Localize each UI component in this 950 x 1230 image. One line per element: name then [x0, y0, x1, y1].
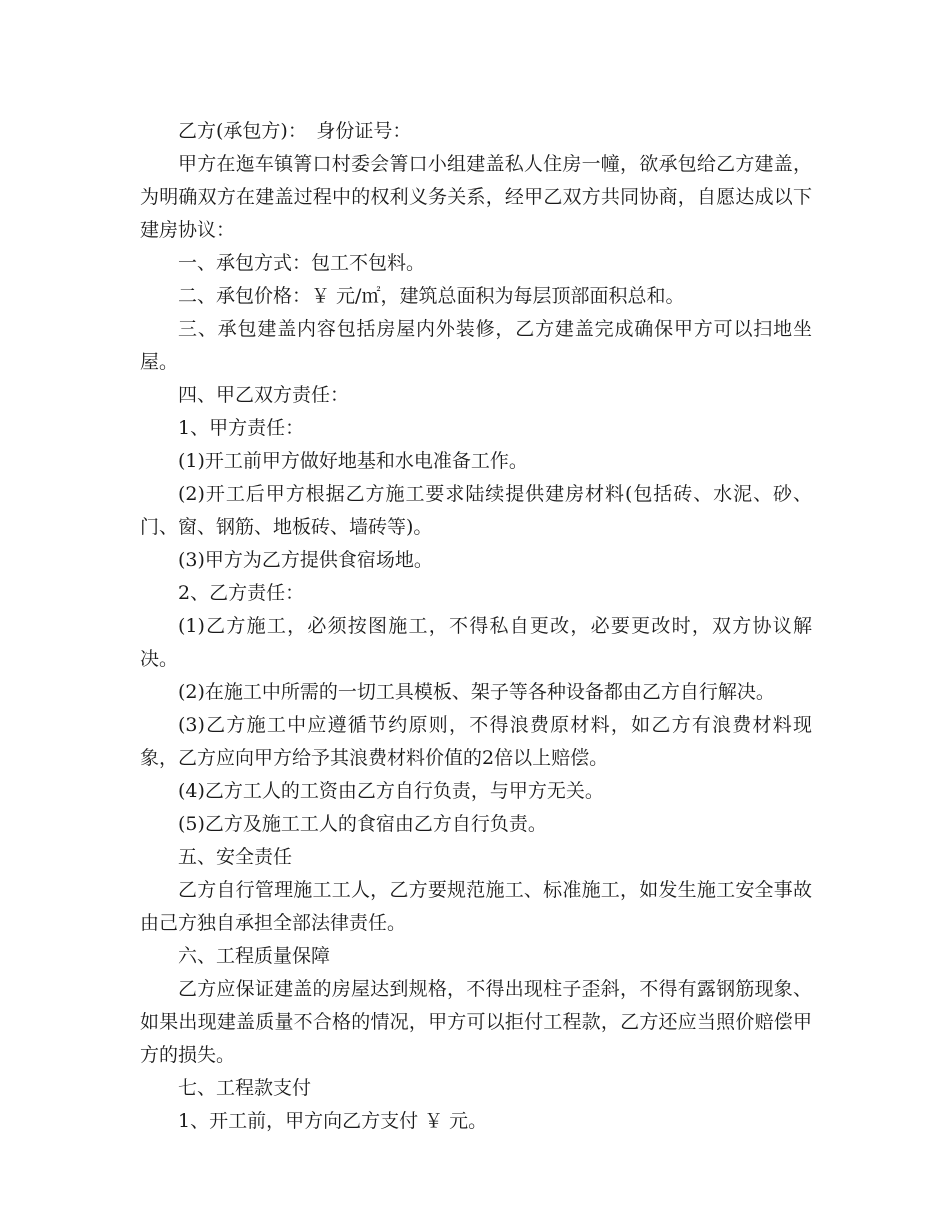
clause-7-item-1: 1、开工前，甲方向乙方支付 ￥ 元。	[178, 1110, 488, 1132]
party-a-duties-heading: 1、甲方责任：	[178, 417, 305, 439]
document-body	[140, 115, 812, 1138]
party-a-duty-2: (2)开工后甲方根据乙方施工要求陆续提供建房材料(包括砖、水泥、砂、门、窗、钢筋、地板砖、墙砖等)。	[140, 483, 812, 538]
party-b-line: 乙方(承包方)： 身份证号：	[178, 120, 412, 142]
party-b-duty-3: (3)乙方施工中应遵循节约原则，不得浪费原材料，如乙方有浪费材料现象，乙方应向甲方给予其浪费材料价值的2倍以上赔偿。	[140, 714, 812, 769]
clause-5-body: 乙方自行管理施工工人，乙方要规范施工、标准施工，如发生施工安全事故由己方独自承担全部法律责任。	[140, 879, 812, 934]
party-b-duty-4: (4)乙方工人的工资由乙方自行负责，与甲方无关。	[178, 780, 604, 802]
party-a-duty-3: (3)甲方为乙方提供食宿场地。	[178, 549, 433, 571]
party-b-duty-2: (2)在施工中所需的一切工具模板、架子等各种设备都由乙方自行解决。	[178, 681, 775, 703]
party-a-duty-1: (1)开工前甲方做好地基和水电准备工作。	[178, 450, 528, 472]
clause-6-body: 乙方应保证建盖的房屋达到规格，不得出现柱子歪斜，不得有露钢筋现象、如果出现建盖质量不合格的情况，甲方可以拒付工程款，乙方还应当照价赔偿甲方的损失。	[140, 978, 812, 1066]
clause-3-contract-scope: 三、承包建盖内容包括房屋内外装修，乙方建盖完成确保甲方可以扫地坐屋。	[140, 318, 812, 373]
clause-7-heading: 七、工程款支付	[178, 1077, 312, 1099]
clause-4-heading: 四、甲乙双方责任：	[178, 384, 350, 406]
intro-paragraph: 甲方在迤车镇箐口村委会箐口小组建盖私人住房一幢，欲承包给乙方建盖，为明确双方在建盖过程中的权利义务关系，经甲乙双方共同协商，自愿达成以下建房协议：	[140, 153, 812, 241]
party-b-duty-5: (5)乙方及施工工人的食宿由乙方自行负责。	[178, 813, 547, 835]
party-b-duties-heading: 2、乙方责任：	[178, 582, 305, 604]
clause-6-heading: 六、工程质量保障	[178, 945, 331, 967]
clause-5-heading: 五、安全责任	[178, 846, 293, 868]
clause-2-contract-price: 二、承包价格：￥ 元/㎡，建筑总面积为每层顶部面积总和。	[178, 285, 685, 307]
clause-1-contract-method: 一、承包方式：包工不包料。	[178, 252, 426, 274]
party-b-duty-1: (1)乙方施工，必须按图施工，不得私自更改，必要更改时，双方协议解决。	[140, 615, 812, 670]
